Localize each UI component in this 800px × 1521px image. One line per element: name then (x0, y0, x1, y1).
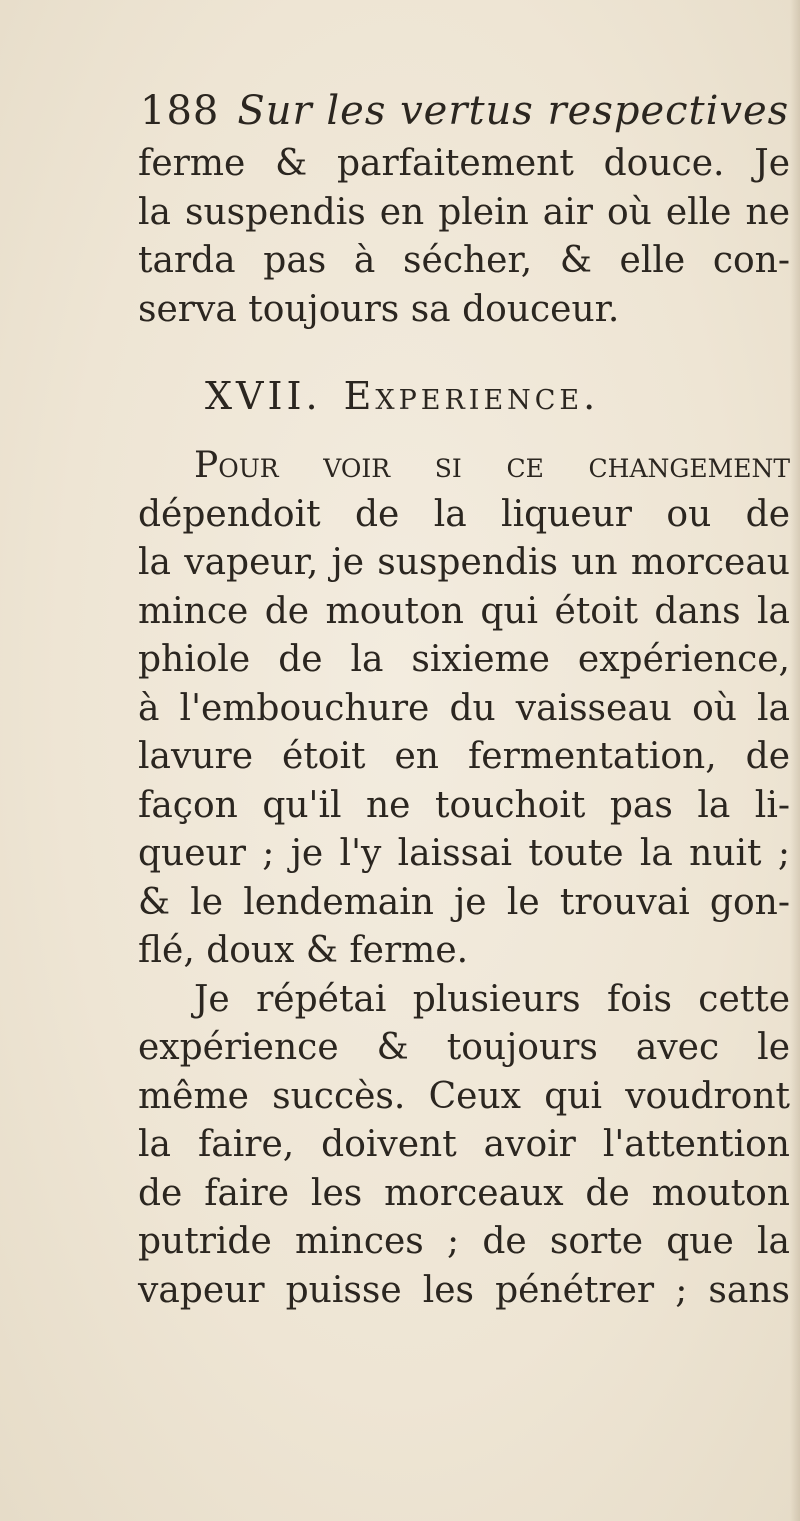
text-line: flé, doux & ferme. (138, 930, 469, 971)
text-line: la faire, doivent avoir l'attention (138, 1124, 790, 1165)
text-line: la vapeur, je suspendis un morceau (138, 542, 790, 583)
text-line: mince de mouton qui étoit dans la (138, 590, 790, 632)
section-title: Experience. (343, 374, 600, 418)
text-line: lavure étoit en fermentation, de (138, 736, 790, 777)
text-line: phiole de la sixieme expérience, (138, 639, 790, 680)
text-line: vapeur puisse les pénétrer ; sans (138, 1269, 790, 1311)
text-line: putride minces ; de sorte que la (138, 1221, 790, 1262)
text-line: façon qu'il ne touchoit pas la li- (138, 784, 790, 826)
text-line: la suspendis en plein air où elle ne (138, 191, 790, 233)
paragraph-continuation (138, 140, 790, 334)
text-line: Je répétai plusieurs fois cette (194, 978, 790, 1020)
text-line: & le lendemain je le trouvai gon- (138, 881, 790, 923)
page-edge-shadow (790, 0, 800, 1521)
text-line: ferme & parfaitement douce. Je (138, 143, 790, 184)
page-number: 188 (140, 88, 220, 134)
section-number: XVII. (205, 374, 322, 418)
text-line: dépendoit de la liqueur ou de (138, 493, 790, 535)
text-line-content: Pour voir si ce changement (194, 445, 790, 486)
text-line: serva toujours sa douceur. (138, 288, 620, 330)
page-header (140, 88, 789, 138)
text-line: de faire les morceaux de mouton (138, 1172, 790, 1214)
text-line (138, 442, 790, 491)
section-heading (205, 374, 765, 418)
text-line: expérience & toujours avec le (138, 1027, 790, 1068)
paragraph-experiment (138, 442, 790, 1315)
running-head: Sur les vertus respectives (237, 88, 790, 134)
text-line: même succès. Ceux qui voudront (138, 1075, 790, 1117)
text-line: à l'embouchure du vaisseau où la (138, 687, 790, 729)
text-line: tarda pas à sécher, & elle con- (138, 240, 790, 281)
text-line: queur ; je l'y laissai toute la nuit ; (138, 833, 790, 874)
